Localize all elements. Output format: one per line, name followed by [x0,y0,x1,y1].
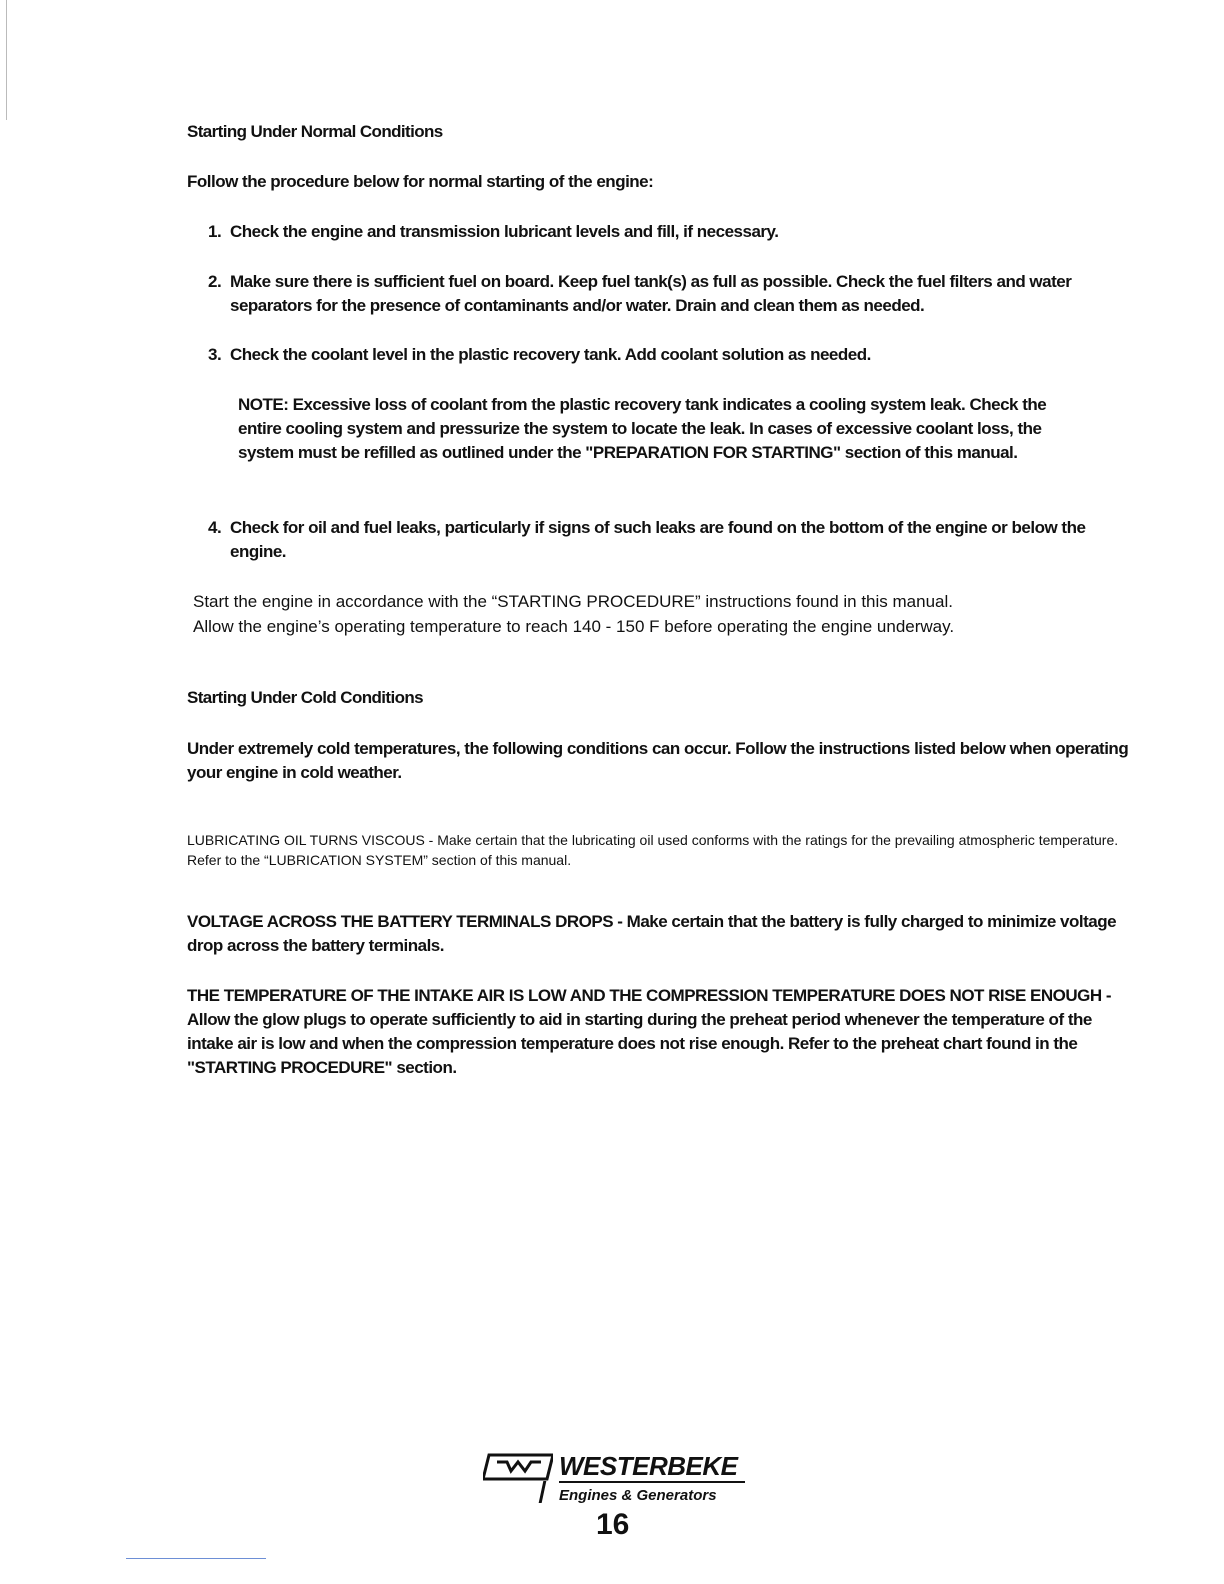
page-number: 16 [596,1508,630,1541]
step-text: Make sure there is sufficient fuel on board. Keep fuel tank(s) as full as possible. Check the fuel filters and water separators for the presence of contaminants and/or water. Drain and clean them as needed. [230,272,1072,315]
closing-line-1: Start the engine in accordance with the “STARTING PROCEDURE” instructions found in this manual. [193,592,953,611]
page-edge-line [6,0,7,120]
cold-item-intake-air: THE TEMPERATURE OF THE INTAKE AIR IS LOW AND THE COMPRESSION TEMPERATURE DOES NOT RISE ENOUGH - Allow the glow plugs to operate sufficiently to aid in starting during the preheat period whenever the temperature of the intake air is low and when the compression temperature does not rise enough. Refer to the preheat chart found in the "STARTING PROCEDURE" section. [187,986,1112,1077]
normal-intro: Follow the procedure below for normal starting of the engine: [187,172,654,191]
brand-tagline: Engines & Generators [559,1487,717,1504]
westerbeke-logo [483,1453,763,1513]
step-number: 1. [208,222,222,241]
cold-item-battery: VOLTAGE ACROSS THE BATTERY TERMINALS DROPS - Make certain that the battery is fully charged to minimize voltage drop across the battery terminals. [187,912,1117,955]
step-3 [208,343,1108,367]
brand-underline [559,1481,745,1483]
westerbeke-w-mark-icon [483,1453,553,1481]
step-text: Check for oil and fuel leaks, particularly if signs of such leaks are found on the bottom of the engine or below the engine. [230,518,1086,561]
section-heading-cold: Starting Under Cold Conditions [187,688,424,707]
cold-item-viscous-oil: LUBRICATING OIL TURNS VISCOUS - Make certain that the lubricating oil used conforms with the ratings for the prevailing atmospheric temperature. Refer to the “LUBRICATION SYSTEM” section of this manual. [187,832,1119,868]
step-number: 3. [208,345,222,364]
step-number: 4. [208,518,222,537]
closing-line-2: Allow the engine’s operating temperature to reach 140 - 150 F before operating the engine underway. [193,617,955,636]
brand-bar [539,1481,547,1503]
cold-intro: Under extremely cold temperatures, the following conditions can occur. Follow the instructions listed below when operating your engine in cold weather. [187,739,1129,782]
brand-name: WESTERBEKE [559,1451,738,1481]
step-number: 2. [208,272,222,291]
step-1 [208,220,1108,244]
step-text: Check the coolant level in the plastic recovery tank. Add coolant solution as needed. [230,345,871,364]
step-2 [208,270,1128,318]
coolant-note: NOTE: Excessive loss of coolant from the plastic recovery tank indicates a cooling system leak. Check the entire cooling system and pressurize the system to locate the leak. In cases of excessive coolant loss, the system must be refilled as outlined under the "PREPARATION FOR STARTING" section of this manual. [238,395,1047,462]
footer-rule [126,1558,266,1559]
step-4 [208,516,1128,564]
section-heading-normal: Starting Under Normal Conditions [187,122,443,141]
step-text: Check the engine and transmission lubricant levels and fill, if necessary. [230,222,779,241]
